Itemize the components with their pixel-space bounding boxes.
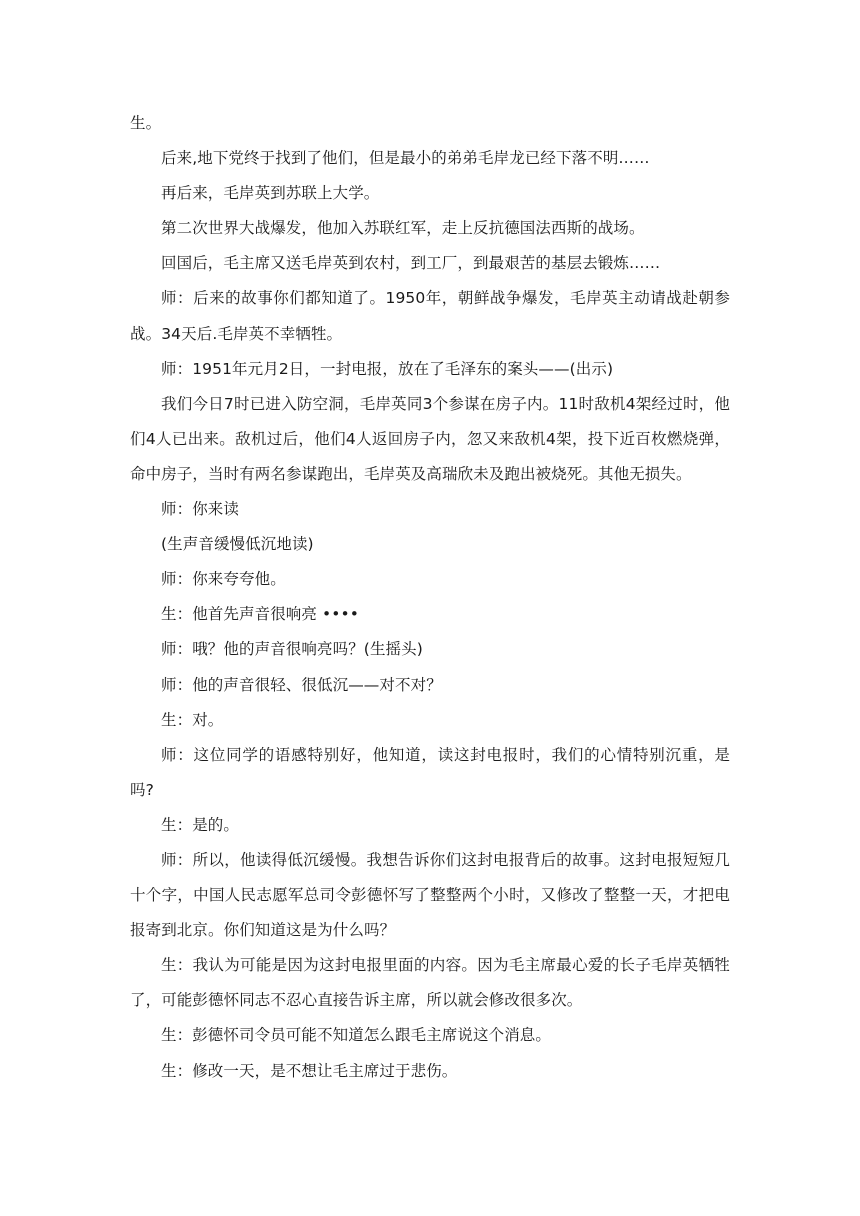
- paragraph: 后来,地下党终于找到了他们，但是最小的弟弟毛岸龙已经下落不明……: [161, 149, 650, 168]
- paragraph-continuation: 生。: [130, 114, 162, 132]
- paragraph: 师：后来的故事你们都知道了。1950年，朝鲜战争爆发，毛岸英主动请战赴朝参战。34天后.毛岸英不幸牺牲。: [130, 289, 730, 343]
- paragraph: 再后来，毛岸英到苏联上大学。: [161, 184, 380, 203]
- paragraph: 生：彭德怀司令员可能不知道怎么跟毛主席说这个消息。: [161, 1026, 552, 1045]
- paragraph: (生声音缓慢低沉地读): [161, 535, 314, 554]
- paragraph: 生：对。: [161, 710, 224, 729]
- paragraph: 生：我认为可能是因为这封电报里面的内容。因为毛主席最心爱的长子毛岸英牺牲了，可能彭德怀同志不忍心直接告诉主席，所以就会修改很多次。: [130, 956, 730, 1010]
- paragraph: 生：修改一天，是不想让毛主席过于悲伤。: [161, 1061, 458, 1080]
- paragraph: 生：是的。: [161, 815, 240, 834]
- paragraph: 生：他首先声音很响亮 ••••: [161, 605, 359, 624]
- paragraph: 师：你来夸夸他。: [161, 570, 286, 589]
- telegram-text: 我们今日7时已进入防空洞，毛岸英同3个参谋在房子内。11时敌机4架经过时，他们4人已出来。敌机过后，他们4人返回房子内，忽又来敌机4架，投下近百枚燃烧弹，命中房子，当时有两名参谋跑出，毛岸英及高瑞欣未及跑出被烧死。其他无损失。: [130, 394, 730, 483]
- paragraph: 师：1951年元月2日，一封电报，放在了毛泽东的案头——(出示): [161, 359, 614, 378]
- paragraph: 回国后，毛主席又送毛岸英到农村，到工厂，到最艰苦的基层去锻炼……: [161, 254, 661, 273]
- document-body: [130, 106, 730, 1089]
- paragraph: 师：哦？他的声音很响亮吗？(生摇头): [161, 640, 423, 659]
- paragraph: 第二次世界大战爆发，他加入苏联红军，走上反抗德国法西斯的战场。: [161, 219, 645, 238]
- paragraph: 师：你来读: [161, 500, 240, 519]
- paragraph: 师：这位同学的语感特别好，他知道，读这封电报时，我们的心情特别沉重，是吗?: [130, 745, 730, 799]
- paragraph: 师：他的声音很轻、很低沉——对不对？: [161, 675, 442, 694]
- paragraph: 师：所以，他读得低沉缓慢。我想告诉你们这封电报背后的故事。这封电报短短几十个字，中国人民志愿军总司令彭德怀写了整整两个小时，又修改了整整一天，才把电报寄到北京。你们知道这是为什么吗？: [130, 850, 730, 940]
